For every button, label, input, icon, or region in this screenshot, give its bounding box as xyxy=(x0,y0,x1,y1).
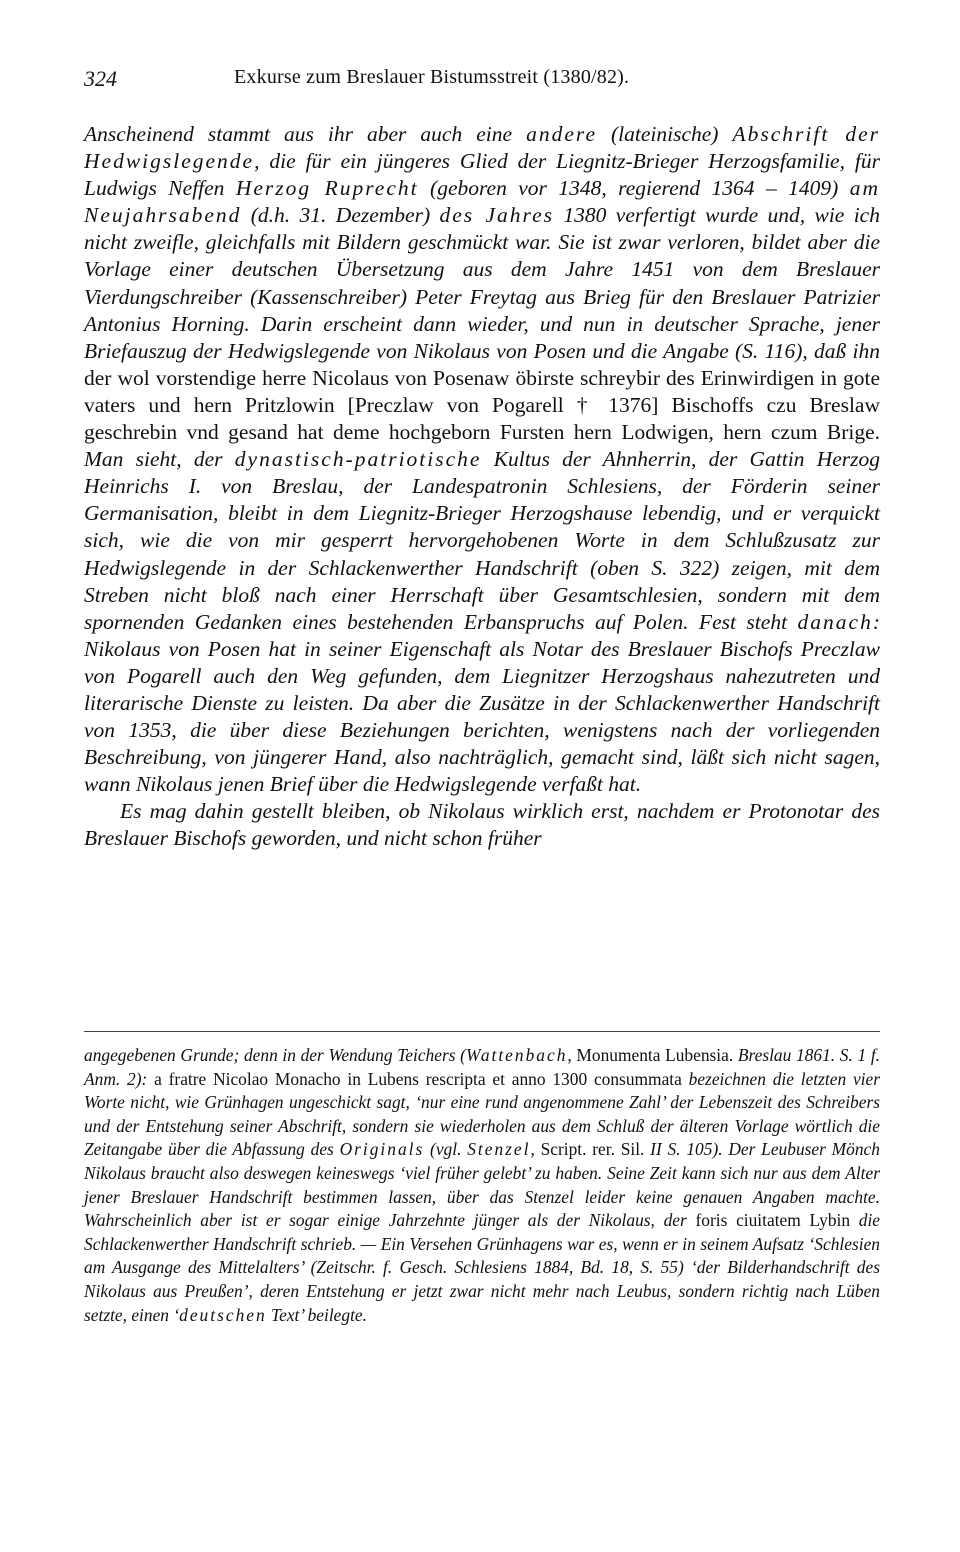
text-span: Kultus der Ahnherrin, der Gattin Herzog Heinrichs I. von Breslau, der Landespatronin Schlesiens, der Förderin seiner Germanisation, bleibt in dem Liegnitz-Brieger Herzogshause lebendig, und er verquickt sich, wie die von mir gesperrt hervorgehobenen Worte in dem Schlußzusatz zur Hedwigslegende in der Schlackenwerther Handschrift (oben S. 322) zeigen, mit dem Streben nicht bloß nach einer Herrschaft über Gesamtschlesien, sondern mit dem spornenden Gedanken eines bestehenden Erbanspruchs auf Polen. Fest steht xyxy=(84,447,880,634)
text-span: Anscheinend stammt aus ihr aber auch eine xyxy=(84,122,527,146)
spaced-text: des Jahres xyxy=(439,203,555,228)
quoted-passage: der wol vorstendige herre Nicolaus von Posenaw öbirste schreybir des Erinwirdigen in gote vaters und hern Pritzlowin [Preczlaw von Pogarell † 1376] Bischoffs czu Breslaw geschrebin vnd gesand hat deme hochgeborn Fursten hern Lodwigen, hern czum Brige. xyxy=(84,365,880,445)
main-text xyxy=(84,121,880,853)
spaced-text: deutschen xyxy=(179,1304,267,1325)
text-span: die Schlackenwerther Handschrift schrieb. — Ein Versehen Grünhagens war es, wenn er in seinem Aufsatz ‘Schlesien am Ausgange des Mittelalters’ (Zeitschr. f. Gesch. Schlesiens 1884, Bd. 18, S. 55) ‘der Bilderhandschrift des Nikolaus aus Preußen’, deren Entstehung er jetzt zwar nicht mehr nach Leubus, sondern richtig nach Lüben setzte, einen ‘ xyxy=(84,1210,881,1325)
roman-text: Monumenta Lubensia. xyxy=(576,1045,734,1065)
page-number: 324 xyxy=(84,66,117,91)
text-span: (geboren vor 1348, regierend 1364 – 1409) xyxy=(418,176,850,201)
paragraph-2 xyxy=(84,798,880,852)
spaced-text: Wattenbach xyxy=(465,1045,568,1065)
text-span: , xyxy=(530,1139,541,1160)
text-span: , die für ein jüngeres Glied der Liegnitz-Brieger Herzogsfamilie, xyxy=(254,149,855,174)
footnote-separator xyxy=(84,1031,880,1032)
text-span: für Ludwigs Neffen xyxy=(84,149,880,201)
spaced-text: Originals xyxy=(339,1139,425,1160)
running-title: Exkurse zum Breslauer Bistumsstreit (1380/82). xyxy=(234,66,630,88)
spaced-text: danach xyxy=(797,609,873,634)
text-span: Breslau 1861. S. 1 f. Anm. 2): xyxy=(84,1045,880,1089)
text-span: : Nikolaus von Posen hat in seiner Eigenschaft als Notar des Breslauer Bischofs Preczlaw von Pogarell auch den Weg gefunden, dem Liegnitzer Herzogshaus nahezutreten und literarische Dienste zu leisten. Da aber die Zusätze in der Schlackenwerther Handschrift von 1353, die über diese Beziehungen berichten, wenigstens nach der vorliegenden Beschreibung, von jüngerer Hand, also nachträglich, gemacht sind, läßt sich nicht sagen, wann Nikolaus jenen Brief über die Hedwigslegende verfaßt hat. xyxy=(84,609,880,797)
text-span: (vgl. xyxy=(424,1139,468,1160)
text-span: Es mag dahin gestellt bleiben, ob Nikolaus wirklich erst, nachdem er Protonotar des Breslauer Bischofs geworden, und nicht schon früher xyxy=(84,799,880,851)
text-span: , xyxy=(567,1045,577,1065)
spaced-text: Herzog Ruprecht xyxy=(235,176,419,201)
spaced-text: andere xyxy=(526,122,597,146)
page-header xyxy=(84,66,880,96)
text-span: II S. 105). Der Leubuser Mönch Nikolaus braucht also deswegen keineswegs ‘viel früher gelebt’ zu haben. Seine Zeit kann sich nur aus dem Alter jener Breslauer Handschrift bestimmen lassen, über das Stenzel leider keine genauen Angaben machte. Wahrscheinlich aber ist er sogar einige Jahrzehnte jünger als der Nikolaus, der xyxy=(84,1139,880,1231)
text-span: angegebenen Grunde; denn in der Wendung Teichers ( xyxy=(84,1045,466,1065)
text-span: 1380 verfertigt wurde und, wie ich nicht zweifle, gleichfalls mit Bildern geschmückt war. Sie ist zwar verloren, bildet aber die Vorlage einer deutschen Übersetzung aus dem Jahre 1451 von dem Breslauer Vierdungschreiber (Kassenschreiber) Peter Freytag aus Brieg für den Breslauer Patrizier Antonius Horning. Darin erscheint dann wieder, und nun in deutscher Sprache, jener Briefauszug der Hedwigslegende von Nikolaus von Posen und die Angabe (S. 116), daß ihn xyxy=(84,203,880,363)
roman-text: a fratre Nicolao Monacho in Lubens rescripta et anno 1300 consummata xyxy=(154,1068,682,1089)
spaced-text: Abschrift der Hedwigslegende xyxy=(84,122,880,174)
text-span: (d.h. 31. Dezember) xyxy=(241,203,440,228)
spaced-text: Stenzel xyxy=(467,1139,531,1160)
text-span: (lateinische) xyxy=(596,122,733,146)
roman-text: foris ciuitatem Lybin xyxy=(695,1210,851,1231)
text-span: Man sieht, der xyxy=(84,447,235,472)
footnote-paragraph xyxy=(84,1044,880,1327)
roman-text: Script. rer. Sil. xyxy=(540,1139,645,1160)
text-span: bezeichnen die letzten vier Worte nicht, wie Grünhagen ungeschickt sagt, ‘nur eine rund angenommene Zahl’ der Lebenszeit des Schreibers und der Entstehung seiner Abschrift, sondern sie wiederholen aus dem Schluß der älteren Vorlage wörtlich die Zeitangabe über die Abfassung des xyxy=(84,1068,880,1160)
footnote xyxy=(84,1044,880,1327)
spaced-text: dynastisch-patriotische xyxy=(234,447,482,472)
paragraph-1 xyxy=(84,121,880,798)
spaced-text: am Neujahrsabend xyxy=(84,176,881,228)
text-span: Text’ beilegte. xyxy=(266,1304,367,1325)
